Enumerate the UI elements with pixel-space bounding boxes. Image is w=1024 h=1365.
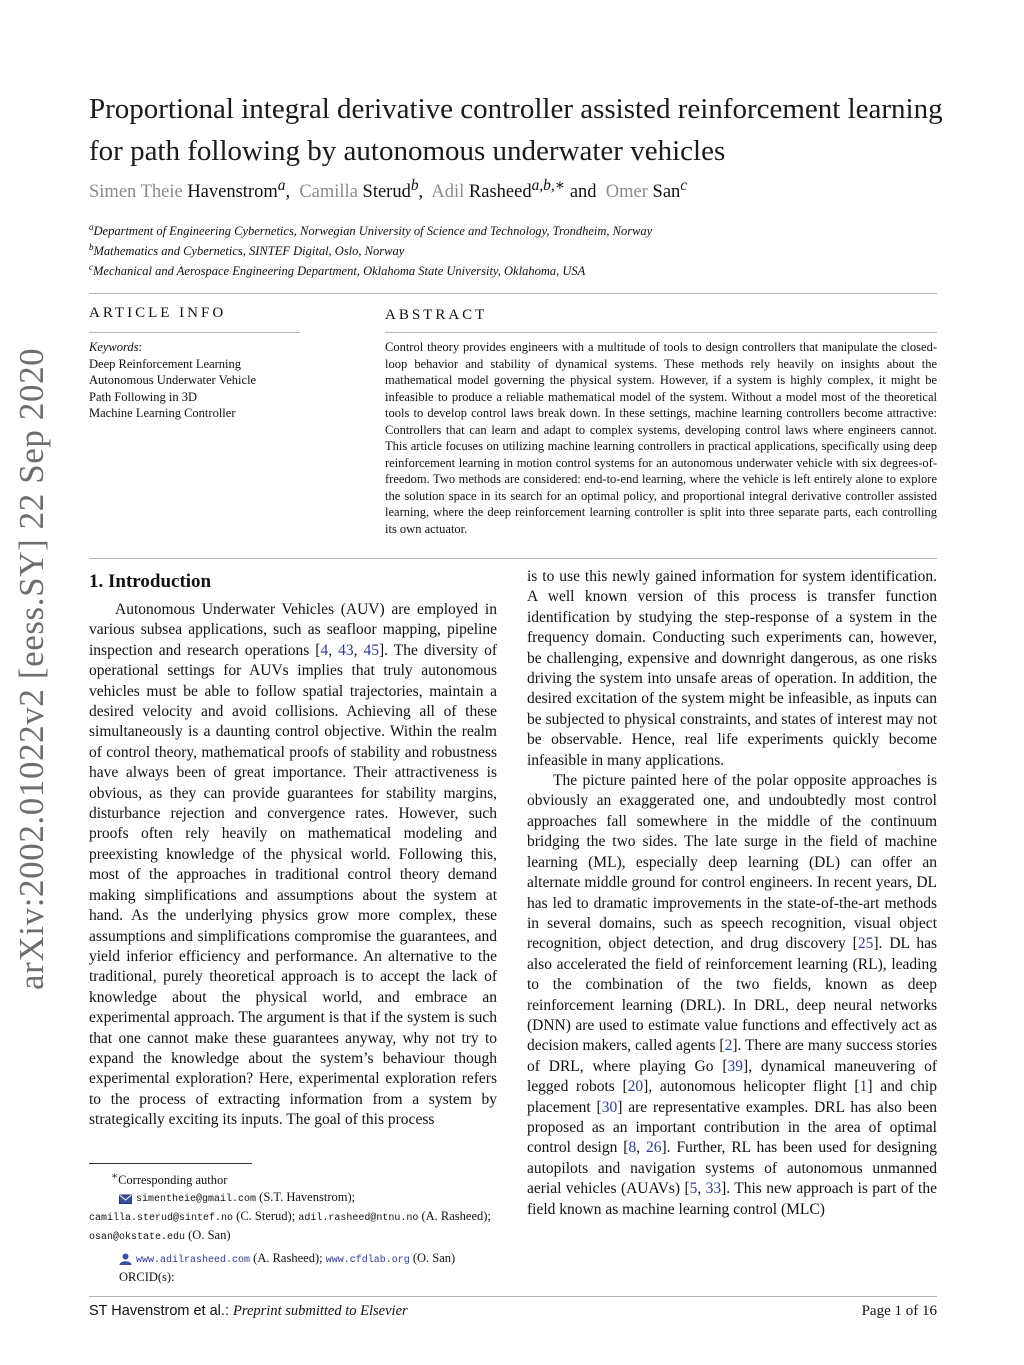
citation-link[interactable]: 4 — [320, 641, 329, 659]
paragraph: is to use this newly gained information for system identification. A well known version of this process is transfer function identification by studying the step-response of a system in the frequency domain. Conducting such experiments can, however, be challenging, expensive and downright dangerous, as one risks driving the system into unsafe areas of operation. In addition, the desired excitation of the system might be infeasible, as inputs can be subjected to physical constraints, and states of interest may not be observable. Hence, real life experiments quickly become infeasible in many applications. — [527, 568, 937, 769]
email-line-1: simentheie@gmail.com (S.T. Havenstrom); — [89, 1189, 509, 1208]
citation-link[interactable]: 25 — [857, 935, 874, 953]
keyword-item: Machine Learning Controller — [89, 406, 236, 420]
abstract-rule — [385, 332, 937, 333]
author-separator: , — [418, 182, 424, 203]
citation-link[interactable]: 2 — [724, 1037, 733, 1055]
affiliation-b — [89, 242, 404, 259]
footer-divider — [89, 1296, 937, 1297]
author-separator: and — [569, 182, 597, 203]
author-affil-mark: c — [680, 177, 688, 194]
author-given-name: Simen Theie — [89, 182, 183, 203]
footnote-rule — [89, 1163, 252, 1164]
author-separator: , — [285, 182, 291, 203]
author-family-name: Havenstrom — [187, 182, 278, 203]
email-link[interactable]: adil.rasheed@ntnu.no — [298, 1213, 419, 1225]
url-link[interactable]: www.cfdlab.org — [325, 1255, 410, 1267]
author-family-name: San — [652, 182, 681, 203]
citation-link[interactable]: 33 — [705, 1180, 722, 1198]
affil-mark: a — [89, 222, 94, 232]
section-heading-introduction: 1. Introduction — [89, 571, 212, 592]
corresponding-author-note: ∗Corresponding author — [111, 1171, 228, 1188]
citation-link[interactable]: 5 — [689, 1180, 698, 1198]
author-affil-mark: a — [277, 177, 286, 194]
header-divider — [89, 293, 937, 294]
author-list — [89, 176, 687, 203]
url-link[interactable]: www.adilrasheed.com — [136, 1255, 251, 1267]
citation-link[interactable]: 39 — [727, 1057, 744, 1075]
affil-text: Department of Engineering Cybernetics, Norwegian University of Science and Technology, Trondheim, Norway — [93, 224, 653, 239]
paragraph: The picture painted here of the polar opposite approaches is obviously an exaggerated one, and undoubtedly most control approaches fall somewhere in the middle of the continuum bridging the two sides. The late surge in the field of machine learning (ML), especially deep learning (DL) can offer an alternate middle ground for control engineers. In recent years, DL has led to dramatic improvements in the state-of-the-art methods in several domains, such as speech recognition, visual object recognition, object detection, and drug discovery [25]. DL has also accelerated the field of reinforcement learning (RL), leading to the combination of the two fields, known as deep reinforcement learning (DRL). In DRL, deep neural networks (DNN) are used to estimate value functions and effectively act as decision makers, called agents [2]. There are many success stories of DRL, where playing Go [39], dynamical maneuvering of legged robots [20], autonomous helicopter flight [1] and chip placement [30] are representative examples. DRL has also been proposed as an important contribution in the area of optimal control design [8, 26]. Further, RL has been used for designing autopilots and navigation systems of autonomous unmanned aerial vehicles (AUAVs) [5, 33]. This new approach is part of the field known as machine learning control (MLC) — [527, 772, 938, 1218]
body-column-right — [527, 567, 937, 1220]
abstract-text: Control theory provides engineers with a multitude of tools to design controllers that manipulate the closed-loop behavior and stability of dynamical systems. These methods rely heavily on insights about the mathematical model governing the physical system. However, if a system is highly complex, it might be infeasible to produce a reliable mathematical model of the system. Without a model most of the theoretical tools to develop control laws break down. In these settings, machine learning controllers become attractive: Controllers that can learn and adapt to complex systems, developing control laws where engineers cannot. This article focuses on utilizing machine learning controllers in practical applications, specifically using deep reinforcement learning in motion control systems for an autonomous underwater vehicle with six degrees-of-freedom. Two methods are considered: end-to-end learning, where the vehicle is left entirely alone to explore the solution space in its search for an optimal policy, and proportional integral derivative controller assisted learning, where the deep reinforcement learning controller is split into three separate parts, each controlling its own actuator. — [385, 340, 937, 536]
affiliation-a — [89, 222, 652, 239]
keywords-label: Keywords — [89, 340, 139, 354]
envelope-icon — [119, 1193, 132, 1204]
keywords-block: Keywords: Deep Reinforcement Learning Autonomous Underwater Vehicle Path Following in 3D Machine Learning Controller — [89, 340, 257, 420]
author-0[interactable] — [89, 177, 286, 203]
paper-title: Proportional integral derivative controller assisted reinforcement learning for path following by autonomous underwater vehicles — [89, 93, 943, 167]
author-affil-mark: a,b,∗ — [531, 177, 566, 194]
email-link[interactable]: osan@okstate.edu — [89, 1232, 186, 1244]
page-number: Page 1 of 16 — [861, 1303, 937, 1319]
citation-link[interactable]: 20 — [627, 1078, 644, 1096]
author-1[interactable] — [299, 177, 419, 203]
affil-mark: b — [89, 242, 94, 252]
keyword-item: Path Following in 3D — [89, 389, 197, 404]
email-link[interactable]: simentheie@gmail.com — [136, 1194, 257, 1206]
author-family-name: Rasheed — [468, 182, 532, 203]
citation-link[interactable]: 43 — [338, 641, 354, 659]
paragraph: Autonomous Underwater Vehicles (AUV) are employed in various subsea applications, such as seafloor mapping, pipeline inspection and research operations [4, 43, 45]. The diversity of operational settings for AUVs implies that truly autonomous vehicles must be able to follow spatial trajectories, maintain a desired velocity and avoid collisions. Achieving all of these simultaneously is a daunting control objective. Within the realm of control theory, mathematical proofs of stability and robustness have always been of great importance. Their attractiveness is obvious, as they can provide guarantees for stability margins, disturbance rejection and convergence rates. However, such proofs often rely heavily on mathematical modeling and preexisting knowledge of the physical world. Following this, most of the approaches in traditional control theory demand making simplifications and assumptions about the system at hand. As the underlying physics grow more complex, these assumptions and simplifications compromise the guarantees, and yield inferior efficiency and performance. An alternative to the traditional, purely theoretical approach is to accept the lack of knowledge about the physical world, and embrace an experimental approach. The argument is that if the system is such that one cannot make these guarantees anyway, why not try to expand the knowledge about the system’s behaviour though experimental exploration? Here, experimental exploration refers to the process of extracting information from a system by strategically exciting its inputs. The goal of this process — [89, 601, 498, 1129]
affil-text: Mathematics and Cybernetics, SINTEF Digital, Oslo, Norway — [93, 244, 405, 259]
citation-link[interactable]: 45 — [363, 641, 379, 659]
url-line: www.adilrasheed.com (A. Rasheed); www.cfdlab.org (O. San) — [89, 1250, 509, 1269]
citation-link[interactable]: 30 — [601, 1098, 618, 1116]
author-3[interactable] — [605, 177, 688, 203]
affil-text: Mechanical and Aerospace Engineering Department, Oklahoma State University, Oklahoma, USA — [93, 264, 586, 279]
author-affil-mark: b — [410, 177, 419, 194]
author-given-name: Adil — [431, 182, 465, 203]
email-line-3: osan@okstate.edu (O. San) — [89, 1228, 231, 1244]
author-2[interactable] — [431, 177, 566, 203]
citation-link[interactable]: 8 — [628, 1139, 637, 1157]
email-link[interactable]: camilla.sterud@sintef.no — [89, 1213, 234, 1225]
email-line-2: camilla.sterud@sintef.no (C. Sterud); adil.rasheed@ntnu.no (A. Rasheed); — [89, 1209, 491, 1225]
author-given-name: Omer — [605, 182, 648, 203]
person-icon — [119, 1253, 132, 1265]
article-info-rule — [89, 332, 300, 333]
author-given-name: Camilla — [299, 182, 358, 203]
body-column-left — [89, 600, 497, 1131]
affil-mark: c — [89, 262, 93, 272]
affiliation-c — [89, 262, 585, 279]
citation-link[interactable]: 26 — [646, 1139, 662, 1157]
keyword-item: Deep Reinforcement Learning — [89, 356, 242, 371]
article-info-heading: ARTICLE INFO — [89, 305, 227, 321]
keyword-item: Autonomous Underwater Vehicle — [89, 373, 257, 387]
arxiv-stamp: arXiv:2002.01022v2 [eess.SY] 22 Sep 2020 — [12, 347, 51, 990]
author-family-name: Sterud — [362, 182, 411, 203]
orcid-line: ORCID(s): — [119, 1270, 175, 1285]
abstract-heading: ABSTRACT — [385, 307, 488, 323]
citation-link[interactable]: 1 — [859, 1078, 868, 1096]
abstract-bottom-divider — [89, 558, 937, 559]
footnote-mark: ∗ — [111, 1171, 119, 1182]
footnotes — [89, 1168, 509, 1286]
footer-running-head: ST Havenstrom et al.: Preprint submitted to Elsevier — [89, 1303, 408, 1319]
